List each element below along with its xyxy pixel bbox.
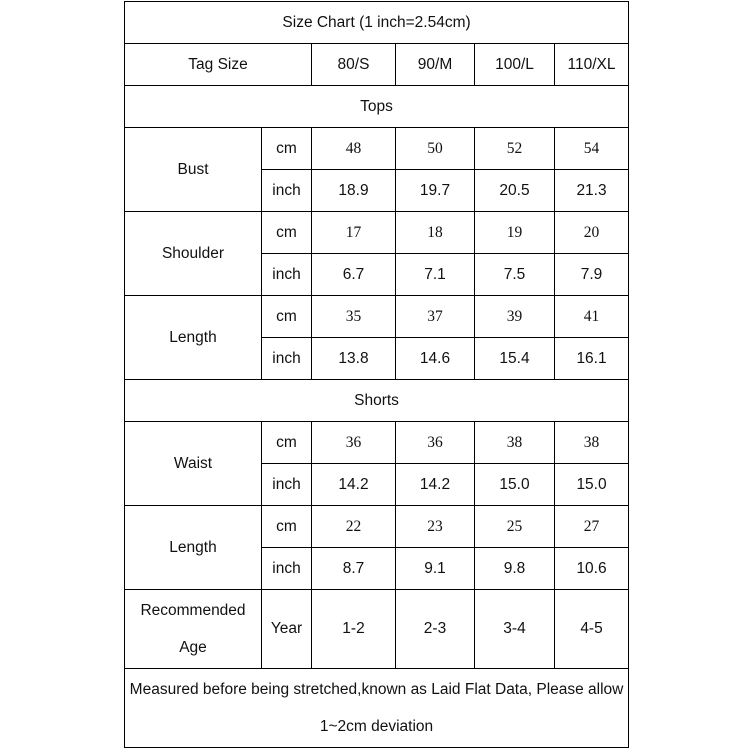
cell-value: 50 bbox=[396, 128, 475, 170]
cell-value: 6.7 bbox=[312, 254, 396, 296]
cell-value: 8.7 bbox=[312, 548, 396, 590]
cell-value: 7.9 bbox=[555, 254, 629, 296]
cell-value: 14.2 bbox=[396, 464, 475, 506]
cell-value: 15.0 bbox=[475, 464, 555, 506]
cell-value: 19.7 bbox=[396, 170, 475, 212]
cell-value: 41 bbox=[555, 296, 629, 338]
unit-label: cm bbox=[262, 422, 312, 464]
cell-value: 25 bbox=[475, 506, 555, 548]
chart-title: Size Chart (1 inch=2.54cm) bbox=[125, 2, 629, 44]
measure-name: Length bbox=[125, 296, 262, 380]
note-row bbox=[125, 669, 629, 748]
measurement-note: Measured before being stretched,known as Laid Flat Data, Please allow 1~2cm deviation bbox=[125, 669, 629, 748]
cell-value: 38 bbox=[555, 422, 629, 464]
cell-value: 18 bbox=[396, 212, 475, 254]
measure-name: Waist bbox=[125, 422, 262, 506]
unit-label: cm bbox=[262, 296, 312, 338]
unit-label: inch bbox=[262, 548, 312, 590]
unit-label: cm bbox=[262, 506, 312, 548]
cell-value: 15.4 bbox=[475, 338, 555, 380]
recommended-age-label: Recommended Age bbox=[125, 590, 262, 669]
table-row bbox=[125, 296, 629, 338]
cell-value: 15.0 bbox=[555, 464, 629, 506]
measure-name: Length bbox=[125, 506, 262, 590]
unit-label: inch bbox=[262, 338, 312, 380]
size-header: 90/M bbox=[396, 44, 475, 86]
unit-label: cm bbox=[262, 128, 312, 170]
section-row bbox=[125, 86, 629, 128]
cell-value: 10.6 bbox=[555, 548, 629, 590]
cell-value: 14.6 bbox=[396, 338, 475, 380]
cell-value: 22 bbox=[312, 506, 396, 548]
size-header: 80/S bbox=[312, 44, 396, 86]
age-value: 4-5 bbox=[555, 590, 629, 669]
cell-value: 23 bbox=[396, 506, 475, 548]
tops-section-label: Tops bbox=[125, 86, 629, 128]
table-row bbox=[125, 506, 629, 548]
cell-value: 20.5 bbox=[475, 170, 555, 212]
age-unit-label: Year bbox=[262, 590, 312, 669]
unit-label: inch bbox=[262, 170, 312, 212]
table-row bbox=[125, 128, 629, 170]
title-row bbox=[125, 2, 629, 44]
cell-value: 19 bbox=[475, 212, 555, 254]
cell-value: 54 bbox=[555, 128, 629, 170]
table-row bbox=[125, 212, 629, 254]
size-header-row bbox=[125, 44, 629, 86]
cell-value: 7.1 bbox=[396, 254, 475, 296]
measure-name: Shoulder bbox=[125, 212, 262, 296]
cell-value: 38 bbox=[475, 422, 555, 464]
recommended-age-row bbox=[125, 590, 629, 669]
cell-value: 27 bbox=[555, 506, 629, 548]
cell-value: 37 bbox=[396, 296, 475, 338]
cell-value: 9.8 bbox=[475, 548, 555, 590]
measure-name: Bust bbox=[125, 128, 262, 212]
unit-label: inch bbox=[262, 464, 312, 506]
cell-value: 16.1 bbox=[555, 338, 629, 380]
unit-label: cm bbox=[262, 212, 312, 254]
age-value: 2-3 bbox=[396, 590, 475, 669]
cell-value: 14.2 bbox=[312, 464, 396, 506]
cell-value: 48 bbox=[312, 128, 396, 170]
table-row bbox=[125, 422, 629, 464]
cell-value: 21.3 bbox=[555, 170, 629, 212]
cell-value: 18.9 bbox=[312, 170, 396, 212]
cell-value: 35 bbox=[312, 296, 396, 338]
unit-label: inch bbox=[262, 254, 312, 296]
section-row bbox=[125, 380, 629, 422]
cell-value: 17 bbox=[312, 212, 396, 254]
cell-value: 9.1 bbox=[396, 548, 475, 590]
shorts-section-label: Shorts bbox=[125, 380, 629, 422]
size-header: 100/L bbox=[475, 44, 555, 86]
tag-size-label: Tag Size bbox=[125, 44, 312, 86]
cell-value: 13.8 bbox=[312, 338, 396, 380]
size-chart-table bbox=[124, 1, 629, 748]
size-header: 110/XL bbox=[555, 44, 629, 86]
age-value: 3-4 bbox=[475, 590, 555, 669]
cell-value: 20 bbox=[555, 212, 629, 254]
cell-value: 7.5 bbox=[475, 254, 555, 296]
age-value: 1-2 bbox=[312, 590, 396, 669]
cell-value: 36 bbox=[312, 422, 396, 464]
cell-value: 36 bbox=[396, 422, 475, 464]
cell-value: 52 bbox=[475, 128, 555, 170]
cell-value: 39 bbox=[475, 296, 555, 338]
